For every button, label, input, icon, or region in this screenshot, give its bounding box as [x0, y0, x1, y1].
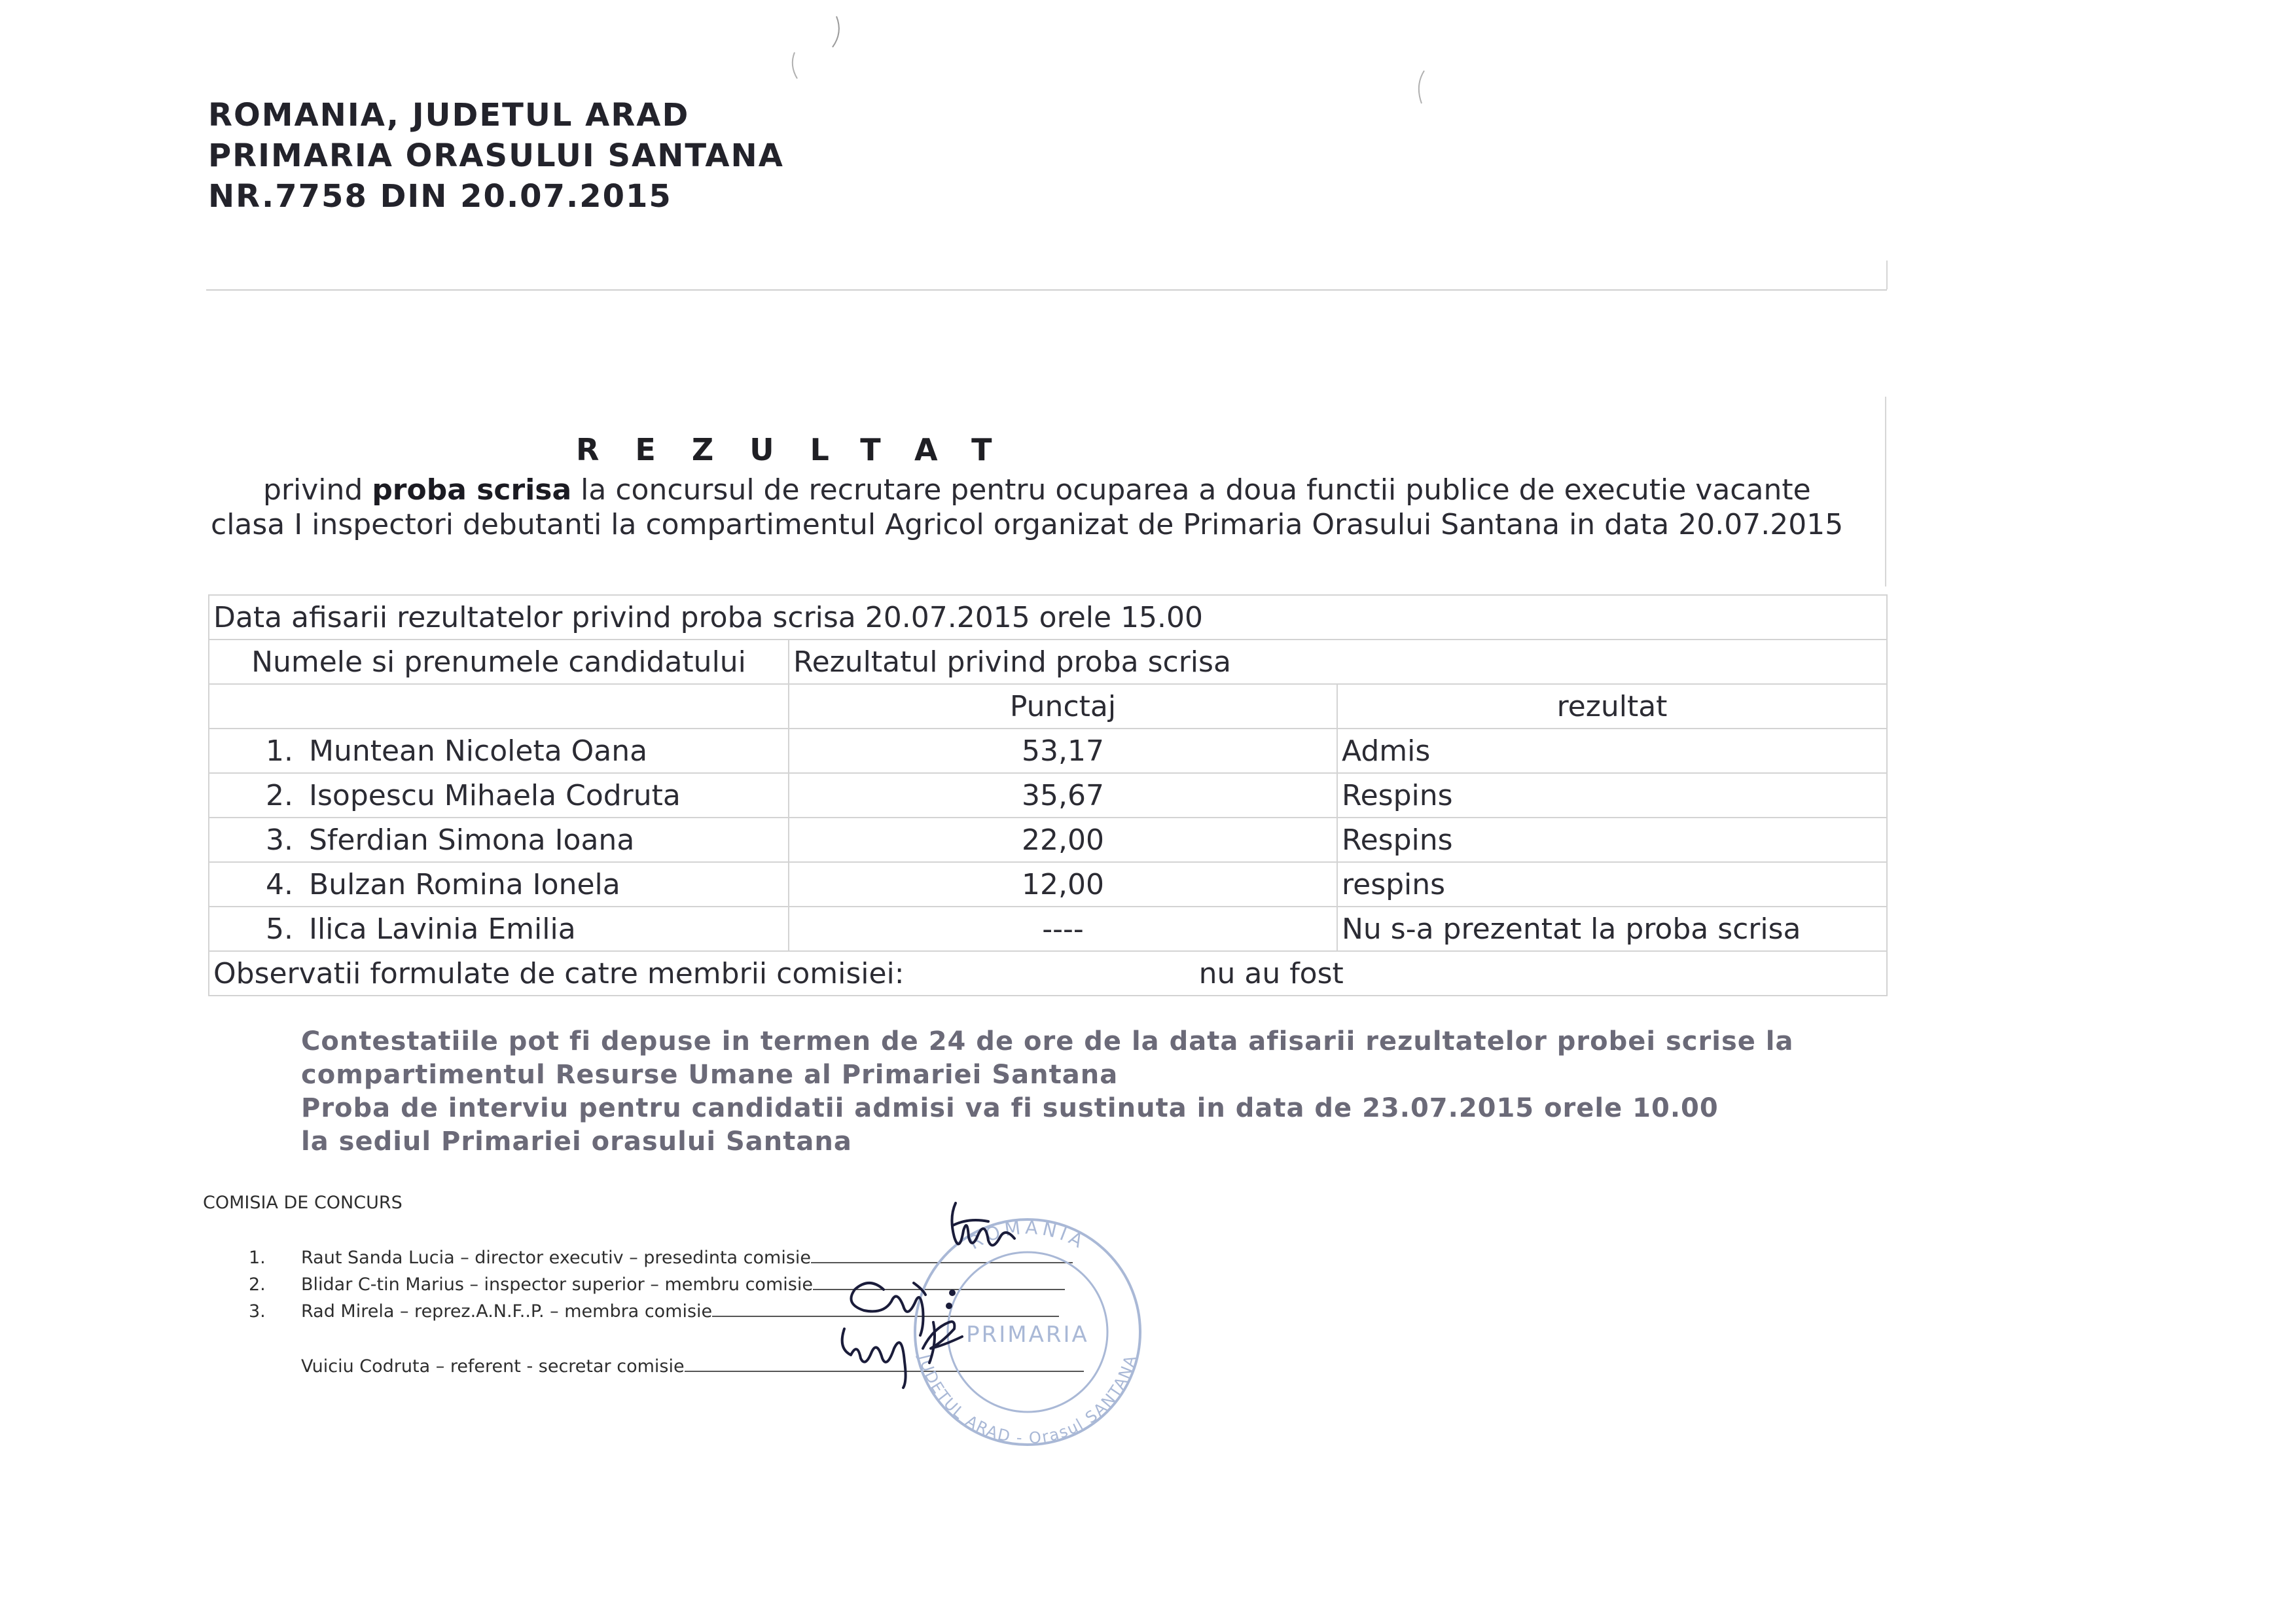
candidate-result: Admis	[1337, 729, 1887, 773]
table-row	[209, 640, 1887, 684]
candidate-result: respins	[1337, 862, 1887, 907]
member-text: Raut Sanda Lucia – director executiv – presedinta comisie	[301, 1248, 812, 1268]
candidate-name: Isopescu Mihaela Codruta	[309, 778, 681, 812]
scan-artifact	[785, 13, 864, 105]
document-intro	[211, 473, 1886, 542]
secretary-text: Vuiciu Codruta – referent - secretar comisie	[301, 1356, 685, 1377]
candidate-result: Respins	[1337, 773, 1887, 818]
member-number: 2.	[249, 1274, 266, 1295]
row-number: 1.	[266, 734, 293, 768]
member-text: Rad Mirela – reprez.A.N.F..P. – membra comisie	[301, 1301, 713, 1322]
stamp-center-text: PRIMARIA	[966, 1322, 1089, 1348]
handwritten-signatures	[792, 1191, 1158, 1401]
intro-rest: la concursul de recrutare pentru ocuparea a doua functii publice de executie vacante clasa I inspectori debutanti la compartimentul Agricol organizat de Primaria Orasului Santana in data 20.07.2015	[211, 473, 1844, 541]
candidate-name: Bulzan Romina Ionela	[309, 867, 620, 901]
candidate-score: 35,67	[789, 773, 1337, 818]
notice-block	[301, 1025, 1872, 1159]
table-row	[209, 907, 1887, 951]
notice-line: compartimentul Resurse Umane al Primariei Santana	[301, 1060, 1119, 1090]
table-row	[209, 773, 1887, 818]
candidate-result: Respins	[1337, 818, 1887, 862]
table-row	[209, 818, 1887, 862]
row-number: 3.	[266, 823, 293, 857]
table-row	[209, 595, 1887, 640]
signature-3	[842, 1329, 906, 1388]
stamp-top-text: ROMANIA	[965, 1216, 1090, 1254]
row-number: 5.	[266, 912, 293, 946]
scan-artifact	[1407, 65, 1433, 111]
col-result-header: Rezultatul privind proba scrisa	[789, 640, 1887, 684]
candidate-score: 53,17	[789, 729, 1337, 773]
document-title: REZULTAT	[576, 432, 1028, 467]
candidate-name: Ilica Lavinia Emilia	[309, 912, 576, 946]
header-institution: PRIMARIA ORASULUI SANTANA	[208, 137, 784, 174]
header-county: ROMANIA, JUDETUL ARAD	[208, 97, 690, 134]
table-row	[209, 684, 1887, 729]
candidate-score: ----	[789, 907, 1337, 951]
notice-line: la sediul Primariei orasului Santana	[301, 1127, 852, 1157]
observations-value: nu au fost	[1198, 956, 1344, 990]
row-number: 2.	[266, 778, 293, 812]
member-text: Blidar C-tin Marius – inspector superior – membru comisie	[301, 1274, 813, 1295]
candidate-score: 22,00	[789, 818, 1337, 862]
candidate-score: 12,00	[789, 862, 1337, 907]
stamp-bottom-text: JUDETUL ARAD - Orasul SANTANA	[915, 1352, 1140, 1448]
sub-score-header: Punctaj	[789, 684, 1337, 729]
candidate-name: Sferdian Simona Ioana	[309, 823, 635, 857]
header-divider	[206, 289, 1887, 291]
table-row	[209, 951, 1887, 996]
notice-line: Contestatiile pot fi depuse in termen de 24 de ore de la data afisarii rezultatelor probei scrise la	[301, 1026, 1794, 1056]
notice-line: Proba de interviu pentru candidatii admisi va fi sustinuta in data de 23.07.2015 orele 10.00	[301, 1093, 1719, 1123]
member-number: 3.	[249, 1301, 266, 1322]
sub-result-header: rezultat	[1337, 684, 1887, 729]
header-divider-edge	[1886, 261, 1888, 289]
header-registration-number: NR.7758 DIN 20.07.2015	[208, 178, 672, 215]
col-name-header: Numele si prenumele candidatului	[209, 640, 789, 684]
observations-label: Observatii formulate de catre membrii comisiei:	[213, 956, 905, 990]
empty-cell	[209, 684, 789, 729]
signature-1	[952, 1203, 1014, 1245]
member-number: 1.	[249, 1248, 266, 1268]
table-row	[209, 862, 1887, 907]
commission-heading: COMISIA DE CONCURS	[203, 1193, 403, 1213]
candidate-result: Nu s-a prezentat la proba scrisa	[1337, 907, 1887, 951]
row-number: 4.	[266, 867, 293, 901]
results-table	[208, 594, 1888, 996]
signature-2	[851, 1283, 923, 1335]
display-date-cell: Data afisarii rezultatelor privind proba scrisa 20.07.2015 orele 15.00	[209, 595, 1887, 640]
observations-cell	[209, 951, 1887, 996]
intro-bold: proba scrisa	[372, 473, 572, 507]
table-row	[209, 729, 1887, 773]
intro-prefix: privind	[263, 473, 372, 507]
candidate-name: Muntean Nicoleta Oana	[309, 734, 648, 768]
